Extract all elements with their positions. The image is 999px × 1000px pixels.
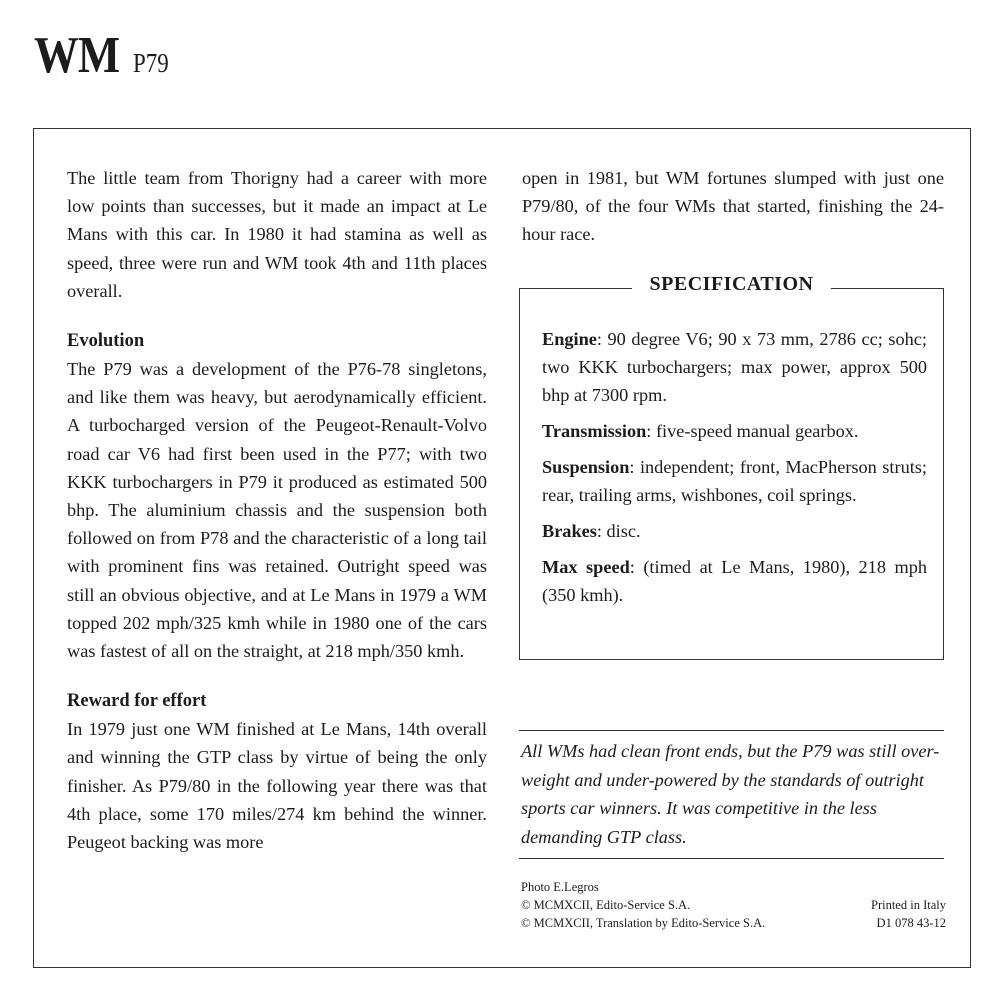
right-column [522,164,944,249]
credits-row-2 [521,914,946,932]
specification-list [542,325,927,617]
section-text-evolution: The P79 was a development of the P76-78 singletons, and like them was heavy, but aerodynamically efficient. A turbocharged version of the Peugeot-Renault-Volvo road car V6 had first been used in the P77; with two KKK turbochargers in P79 it produced as estimated 500 bhp. The aluminium chassis and the suspension both followed on from P78 and the characteristic of a long tail with prominent fins was retained. Outright speed was still an obvious objective, and at Le Mans in 1979 a WM topped 202 mph/325 kmh while in 1980 one of the cars was fastest of all on the straight, at 218 mph/350 kmh. [67,359,487,662]
spec-label: Brakes [542,521,597,541]
specification-title [520,273,943,296]
spec-value: : five-speed manual gearbox. [646,421,859,441]
spec-label: Transmission [542,421,647,441]
specification-box [519,273,944,660]
spec-item-brakes [542,517,927,545]
title-subtitle: P79 [133,48,169,78]
printed-in: Printed in Italy [871,898,946,912]
title-main: WM [34,27,120,84]
intro-paragraph: The little team from Thorigny had a career with more low points than successes, but it made an impact at Le Mans with this car. In 1980 it had stamina as well as speed, three were run and WM took 4th and 11th places overall. [67,168,487,301]
copyright-line-2: © MCMXCII, Translation by Edito-Service S.A. [521,916,766,930]
caption-top-divider [519,730,944,731]
section-heading-reward: Reward for effort [67,691,207,712]
photo-credit: Photo E.Legros [521,880,599,894]
spec-value: : independent; front, MacPherson struts; rear, trailing arms, wishbones, coil springs. [542,457,927,505]
page-title [34,27,175,84]
left-column [67,164,487,856]
continuation-paragraph: open in 1981, but WM fortunes slumped with just one P79/80, of the four WMs that started, finishing the 24-hour race. [522,168,944,245]
credits [521,878,946,932]
spec-item-transmission [542,417,927,445]
spec-value: : (timed at Le Mans, 1980), 218 mph (350 kmh). [542,557,927,605]
info-card [33,128,971,968]
spec-label: Engine [542,329,597,349]
specification-title-text: SPECIFICATION [632,273,832,295]
photo-caption: All WMs had clean front ends, but the P79 was still over-weight and under-powered by the standards of outright sports car winners. It was competitive in the less demanding GTP class. [521,741,940,847]
section-text-reward: In 1979 just one WM finished at Le Mans, 14th overall and winning the GTP class by virtue of being the only finisher. As P79/80 in the following year there was that 4th place, some 170 miles/274 km behind the winner. Peugeot backing was more [67,719,487,853]
spec-label: Suspension [542,457,630,477]
spec-item-engine [542,325,927,409]
spec-item-max-speed [542,553,927,609]
section-heading-evolution: Evolution [67,331,145,352]
credits-row-1 [521,896,946,914]
spec-value: : disc. [596,521,641,541]
spec-label: Max speed [542,557,630,577]
copyright-line-1: © MCMXCII, Edito-Service S.A. [521,898,691,912]
caption-bottom-divider [519,858,944,859]
spec-value: : 90 degree V6; 90 x 73 mm, 2786 cc; sohc; two KKK turbochargers; max power, approx 500 bhp at 7300 rpm. [542,329,927,405]
spec-item-suspension [542,453,927,509]
card-code: D1 078 43-12 [876,916,946,930]
